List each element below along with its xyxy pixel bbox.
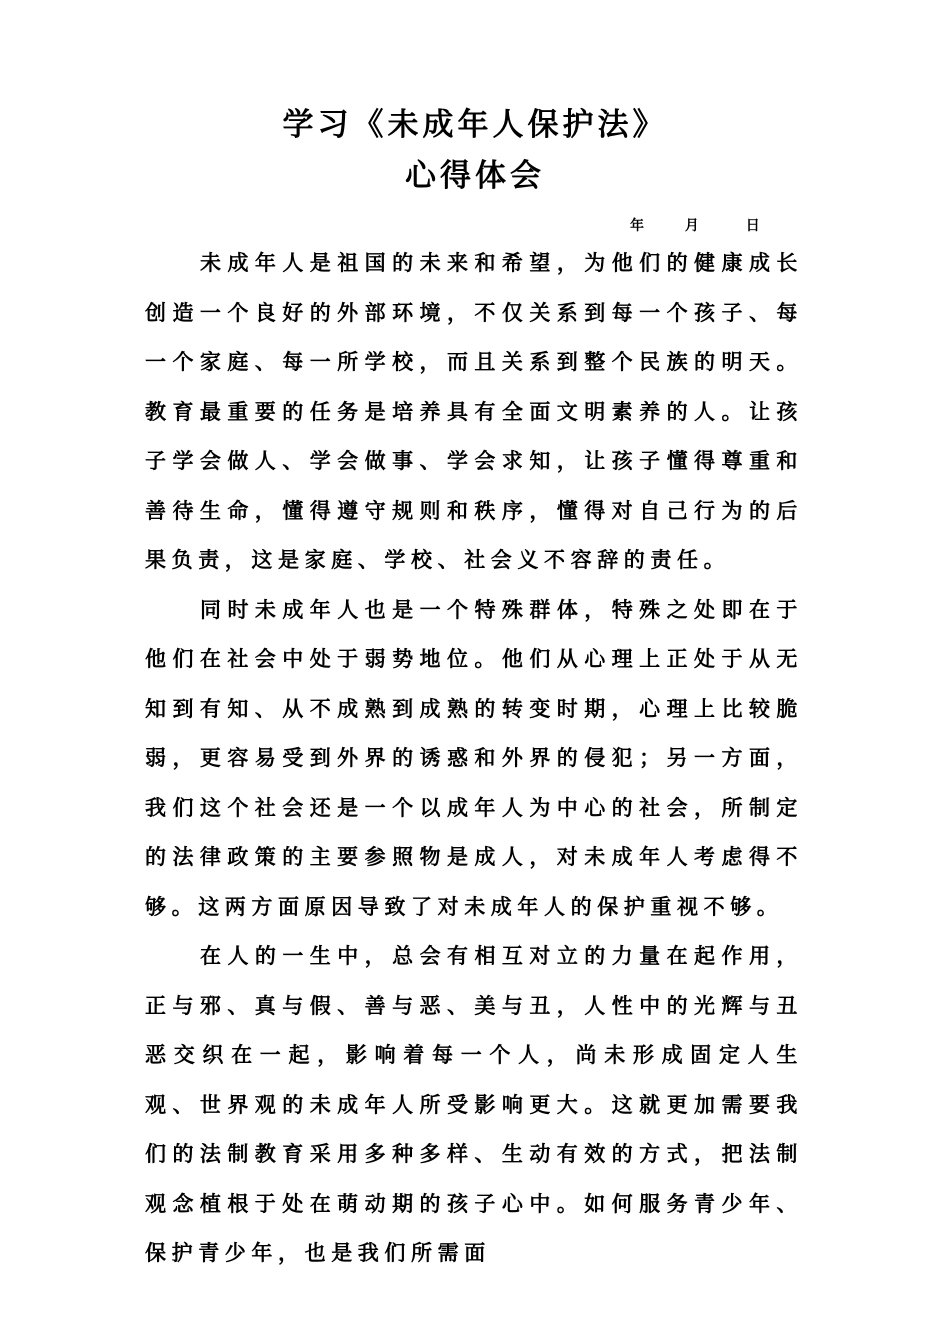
- paragraph-2: 同时未成年人也是一个特殊群体，特殊之处即在于他们在社会中处于弱势地位。他们从心理上正处于从无知到有知、从不成熟到成熟的转变时期，心理上比较脆弱，更容易受到外界的诱惑和外界的侵犯；另一方面，我们这个社会还是一个以成年人为中心的社会，所制定的法律政策的主要参照物是成人，对未成年人考虑得不够。这两方面原因导致了对未成年人的保护重视不够。: [145, 596, 803, 919]
- paragraph-1: 未成年人是祖国的未来和希望，为他们的健康成长创造一个良好的外部环境，不仅关系到每一个孩子、每一个家庭、每一所学校，而且关系到整个民族的明天。教育最重要的任务是培养具有全面文明素养的人。让孩子学会做人、学会做事、学会求知，让孩子懂得尊重和善待生命，懂得遵守规则和秩序，懂得对自己行为的后果负责，这是家庭、学校、社会义不容辞的责任。: [145, 250, 803, 572]
- document-title: 学习《未成年人保护法》: [282, 107, 668, 143]
- date-day-label: 日: [745, 218, 760, 234]
- date-year-label: 年: [630, 218, 644, 234]
- document-body: [145, 238, 803, 1278]
- document-subtitle: 心得体会: [405, 158, 545, 194]
- date-month-label: 月: [684, 218, 699, 234]
- paragraph-3: 在人的一生中，总会有相互对立的力量在起作用，正与邪、真与假、善与恶、美与丑，人性中的光辉与丑恶交织在一起，影响着每一个人，尚未形成固定人生观、世界观的未成年人所受影响更大。这就更加需要我们的法制教育采用多种多样、生动有效的方式，把法制观念植根于处在萌动期的孩子心中。如何服务青少年、保护青少年，也是我们所需面: [145, 943, 803, 1265]
- date-line: [620, 219, 780, 233]
